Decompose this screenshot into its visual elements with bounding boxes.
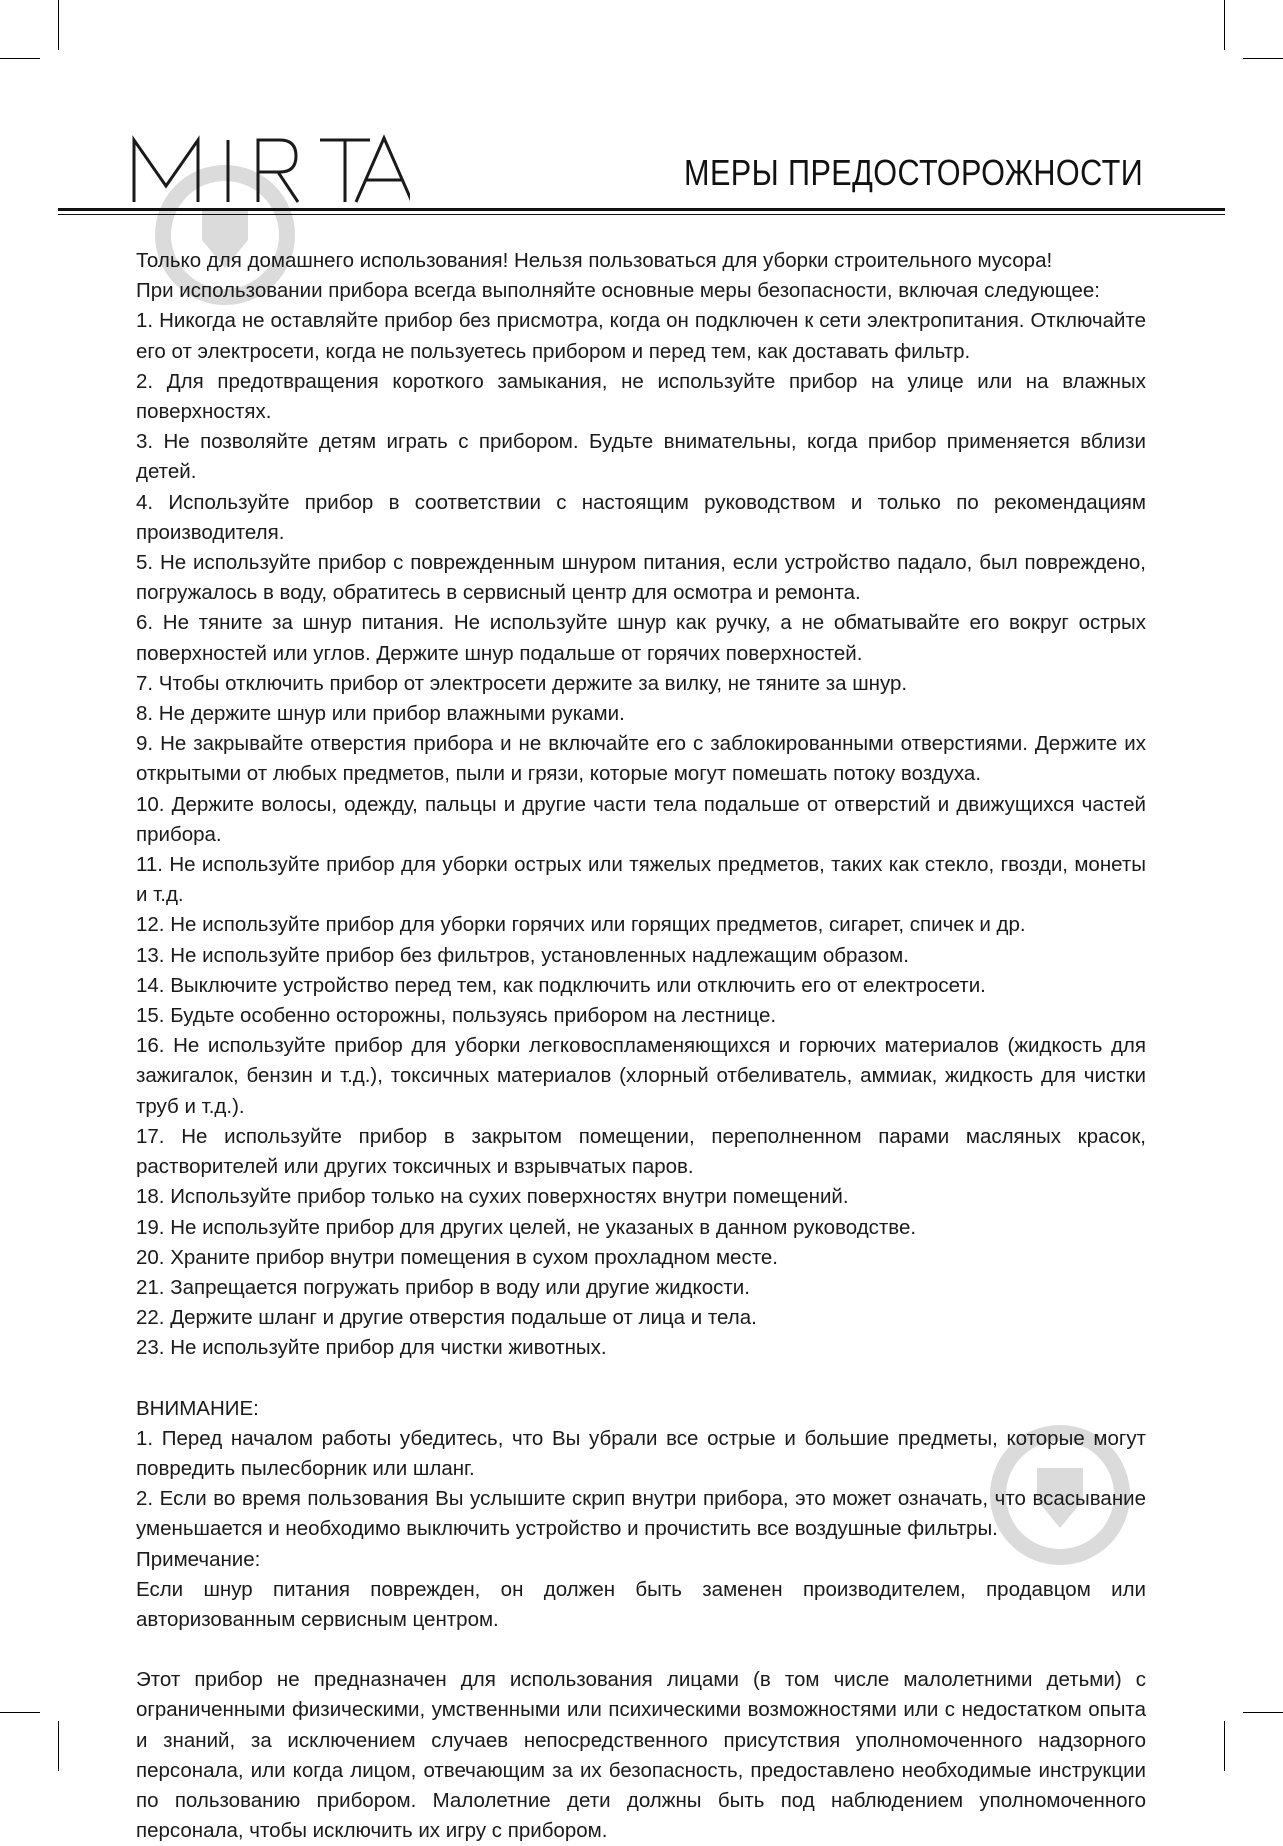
crop-mark-bottom-left-horizontal bbox=[0, 1712, 40, 1713]
rule-item: 7. Чтобы отключить прибор от электросети держите за вилку, не тяните за шнур. bbox=[136, 671, 908, 695]
rule-item: 15. Будьте особенно осторожны, пользуясь прибором на лестнице. bbox=[136, 1004, 777, 1028]
note-heading: Примечание: bbox=[136, 1547, 261, 1571]
rule-item: 13. Не используйте прибор без фильтров, установленных надлежащим образом. bbox=[136, 943, 909, 967]
spacer bbox=[136, 1364, 1146, 1394]
rule-item: 8. Не держите шнур или прибор влажными руками. bbox=[136, 702, 625, 726]
safety-instructions bbox=[136, 246, 1146, 1846]
rule-item: 6. Не тяните за шнур питания. Не используйте шнур как ручку, а не обматывайте его вокруг острых поверхностей или углов. Держите шнур подальше от горячих поверхностей. bbox=[136, 611, 1146, 665]
crop-mark-top-right-vertical bbox=[1224, 0, 1225, 50]
page-title: МЕРЫ ПРЕДОСТОРОЖНОСТИ bbox=[683, 152, 1143, 193]
crop-mark-top-left-horizontal bbox=[0, 58, 40, 59]
rule-item: 19. Не используйте прибор для других целей, не указаных в данном руководстве. bbox=[136, 1215, 917, 1239]
attention-heading: ВНИМАНИЕ: bbox=[136, 1396, 259, 1420]
note-text: Если шнур питания поврежден, он должен быть заменен производителем, продавцом или авторизованным сервисным центром. bbox=[136, 1577, 1146, 1631]
rule-item: 23. Не используйте прибор для чистки животных. bbox=[136, 1336, 607, 1360]
header-rule bbox=[58, 208, 1225, 211]
rule-item: 10. Держите волосы, одежду, пальцы и другие части тела подальше от отверстий и движущихся частей прибора. bbox=[136, 792, 1146, 846]
crop-mark-bottom-right-vertical bbox=[1224, 1721, 1225, 1771]
rule-item: 14. Выключите устройство перед тем, как подключить или отключить его от електросети. bbox=[136, 973, 986, 997]
intro-line: Только для домашнего использования! Нельзя пользоваться для уборки строительного мусора! bbox=[136, 249, 1053, 272]
brand-logo bbox=[130, 118, 410, 208]
crop-mark-bottom-left-vertical bbox=[58, 1721, 59, 1771]
rule-item: 21. Запрещается погружать прибор в воду или другие жидкости. bbox=[136, 1275, 750, 1299]
rule-item: 1. Никогда не оставляйте прибор без присмотра, когда он подключен к сети электропитания. Отключайте его от электросети, когда не пользуетесь прибором и перед тем, как доставать фильтр. bbox=[136, 309, 1146, 363]
rule-item: 12. Не используйте прибор для уборки горячих или горящих предметов, сигарет, спичек и др. bbox=[136, 913, 1026, 937]
crop-mark-top-left-vertical bbox=[58, 0, 59, 50]
crop-mark-top-right-horizontal bbox=[1243, 58, 1283, 59]
spacer bbox=[136, 1635, 1146, 1665]
rule-item: 5. Не используйте прибор с поврежденным шнуром питания, если устройство падало, был повреждено, погружалось в воду, обратитесь в сервисный центр для осмотра и ремонта. bbox=[136, 551, 1146, 605]
rule-item: 17. Не используйте прибор в закрытом помещении, переполненном парами масляных красок, растворителей или других токсичных и взрывчатых паров. bbox=[136, 1124, 1146, 1179]
rule-item: 2. Для предотвращения короткого замыкания, не используйте прибор на улице или на влажных поверхностях. bbox=[136, 369, 1146, 424]
crop-mark-bottom-right-horizontal bbox=[1243, 1712, 1283, 1713]
attention-item: 1. Перед началом работы убедитесь, что Вы убрали все острые и большие предметы, которые могут повредить пылесборник или шланг. bbox=[136, 1426, 1146, 1480]
rule-item: 20. Храните прибор внутри помещения в сухом прохладном месте. bbox=[136, 1245, 778, 1269]
rule-item: 4. Используйте прибор в соответствии с настоящим руководством и только по рекомендациям производителя. bbox=[136, 490, 1146, 544]
header-rule-thin bbox=[58, 214, 1225, 215]
rule-item: 16. Не используйте прибор для уборки легковоспламеняющихся и горючих материалов (жидкость для зажигалок, бензин и т.д.), токсичных материалов (хлорный отбеливатель, аммиак, жидкость для чистки труб и т.д.). bbox=[136, 1034, 1146, 1118]
rule-item: 11. Не используйте прибор для уборки острых или тяжелых предметов, таких как стекло, гвозди, монеты и т.д. bbox=[136, 853, 1146, 907]
rule-item: 22. Держите шланг и другие отверстия подальше от лица и тела. bbox=[136, 1306, 757, 1330]
rule-item: 3. Не позволяйте детям играть с прибором. Будьте внимательны, когда прибор применяется вблизи детей. bbox=[136, 430, 1146, 484]
rule-item: 18. Используйте прибор только на сухих поверхностях внутри помещений. bbox=[136, 1185, 849, 1209]
rule-item: 9. Не закрывайте отверстия прибора и не включайте его с заблокированными отверстиями. Держите их открытыми от любых предметов, пыли и грязи, которые могут помешать потоку воздуха. bbox=[136, 732, 1146, 786]
disclaimer: Этот прибор не предназначен для использования лицами (в том числе малолетними детьми) с ограниченными физическими, умственными или психическими возможностями или с недостатком опыта и знаний, за исключением случаев непосредственного присутствия уполномоченного надзорного персонала, или когда лицом, отвечающим за их безопасность, предоставлено необходимые инструкции по пользованию прибором. Малолетние дети должны быть под наблюдением уполномоченного персонала, чтобы исключить их игру с прибором. bbox=[136, 1668, 1146, 1843]
attention-item: 2. Если во время пользования Вы услышите скрип внутри прибора, это может означать, что всасывание уменьшается и необходимо выключить устройство и прочистить все воздушные фильтры. bbox=[136, 1487, 1146, 1541]
intro-line: При использовании прибора всегда выполняйте основные меры безопасности, включая следующее: bbox=[136, 279, 1100, 303]
